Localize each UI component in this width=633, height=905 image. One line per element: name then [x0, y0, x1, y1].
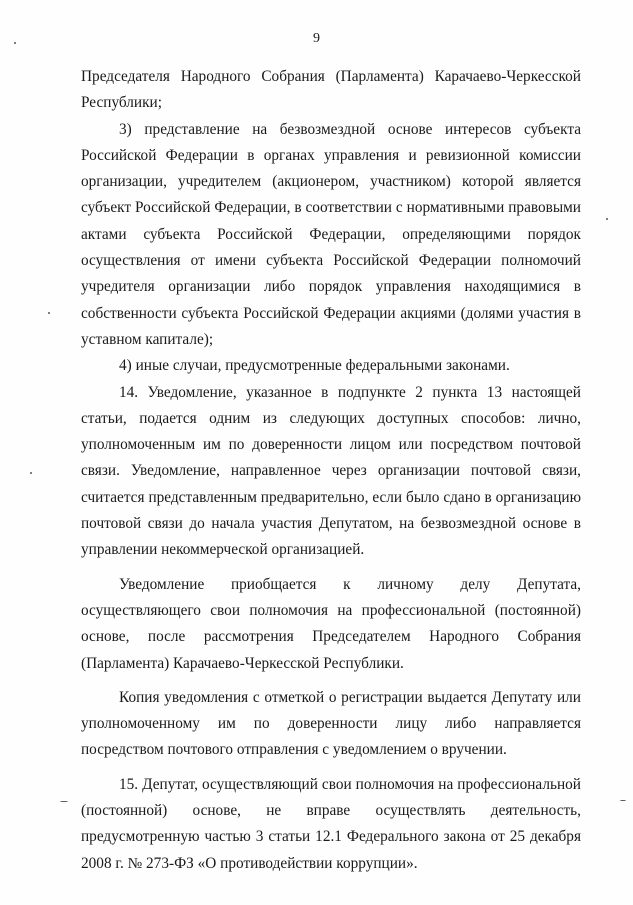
- scan-speck: [14, 42, 16, 44]
- scan-speck: [30, 472, 32, 474]
- paragraph-clause-14: 14. Уведомление, указанное в подпункте 2 пункта 13 настоящей статьи, подается одним из следующих доступных способов: лично, уполномоченным им по доверенности лицом или посредством почтовой связи. Уведомление, направленное через организации почтовой связи, считается представленным предварительно, если было сдано в организацию почтовой связи до начала участия Депутатом, на безвозмездной основе в управлении некоммерческой организацией.: [81, 383, 581, 559]
- paragraph-clause-15: 15. Депутат, осуществляющий свои полномочия на профессиональной (постоянной) основе, не вправе осуществлять деятельность, предусмотренную частью 3 статьи 12.1 Федерального закона от 25 декабря 2008 г. № 273-ФЗ «О противодействии коррупции».: [81, 775, 581, 872]
- paragraph-notice-copy: Копия уведомления с отметкой о регистрации выдается Депутату или уполномоченному им по доверенности лицу либо направляется посредством почтового отправления с уведомлением о вручении.: [81, 688, 581, 759]
- scan-speck: [60, 801, 68, 802]
- paragraph-continuation: Председателя Народного Собрания (Парламента) Карачаево-Черкесской Республики;: [81, 68, 581, 112]
- paragraph-notice-filing: Уведомление приобщается к личному делу Депутата, осуществляющего свои полномочия на профессиональной (постоянной) основе, после рассмотрения Председателем Народного Собрания (Парламента) Карачаево-Черкесской Республики.: [81, 575, 581, 672]
- page-number: 9: [313, 31, 320, 46]
- paragraph-item-3: 3) представление на безвозмездной основе интересов субъекта Российской Федерации в органах управления и ревизионной комиссии организации, учредителем (акционером, участником) которой является субъект Российской Федерации, в соответствии с нормативными правовыми актами субъекта Российской Федерации, определяющими порядок осуществления от имени субъекта Российской Федерации полномочий учредителя организации либо порядок управления находящимися в собственности субъекта Российской Федерации акциями (долями участия в уставном капитале);: [81, 120, 581, 348]
- document-body: [81, 64, 581, 877]
- scan-speck: [620, 800, 626, 801]
- paragraph-item-4: 4) иные случаи, предусмотренные федеральными законами.: [119, 357, 510, 375]
- scan-speck: [606, 218, 608, 220]
- scan-speck: [48, 312, 50, 314]
